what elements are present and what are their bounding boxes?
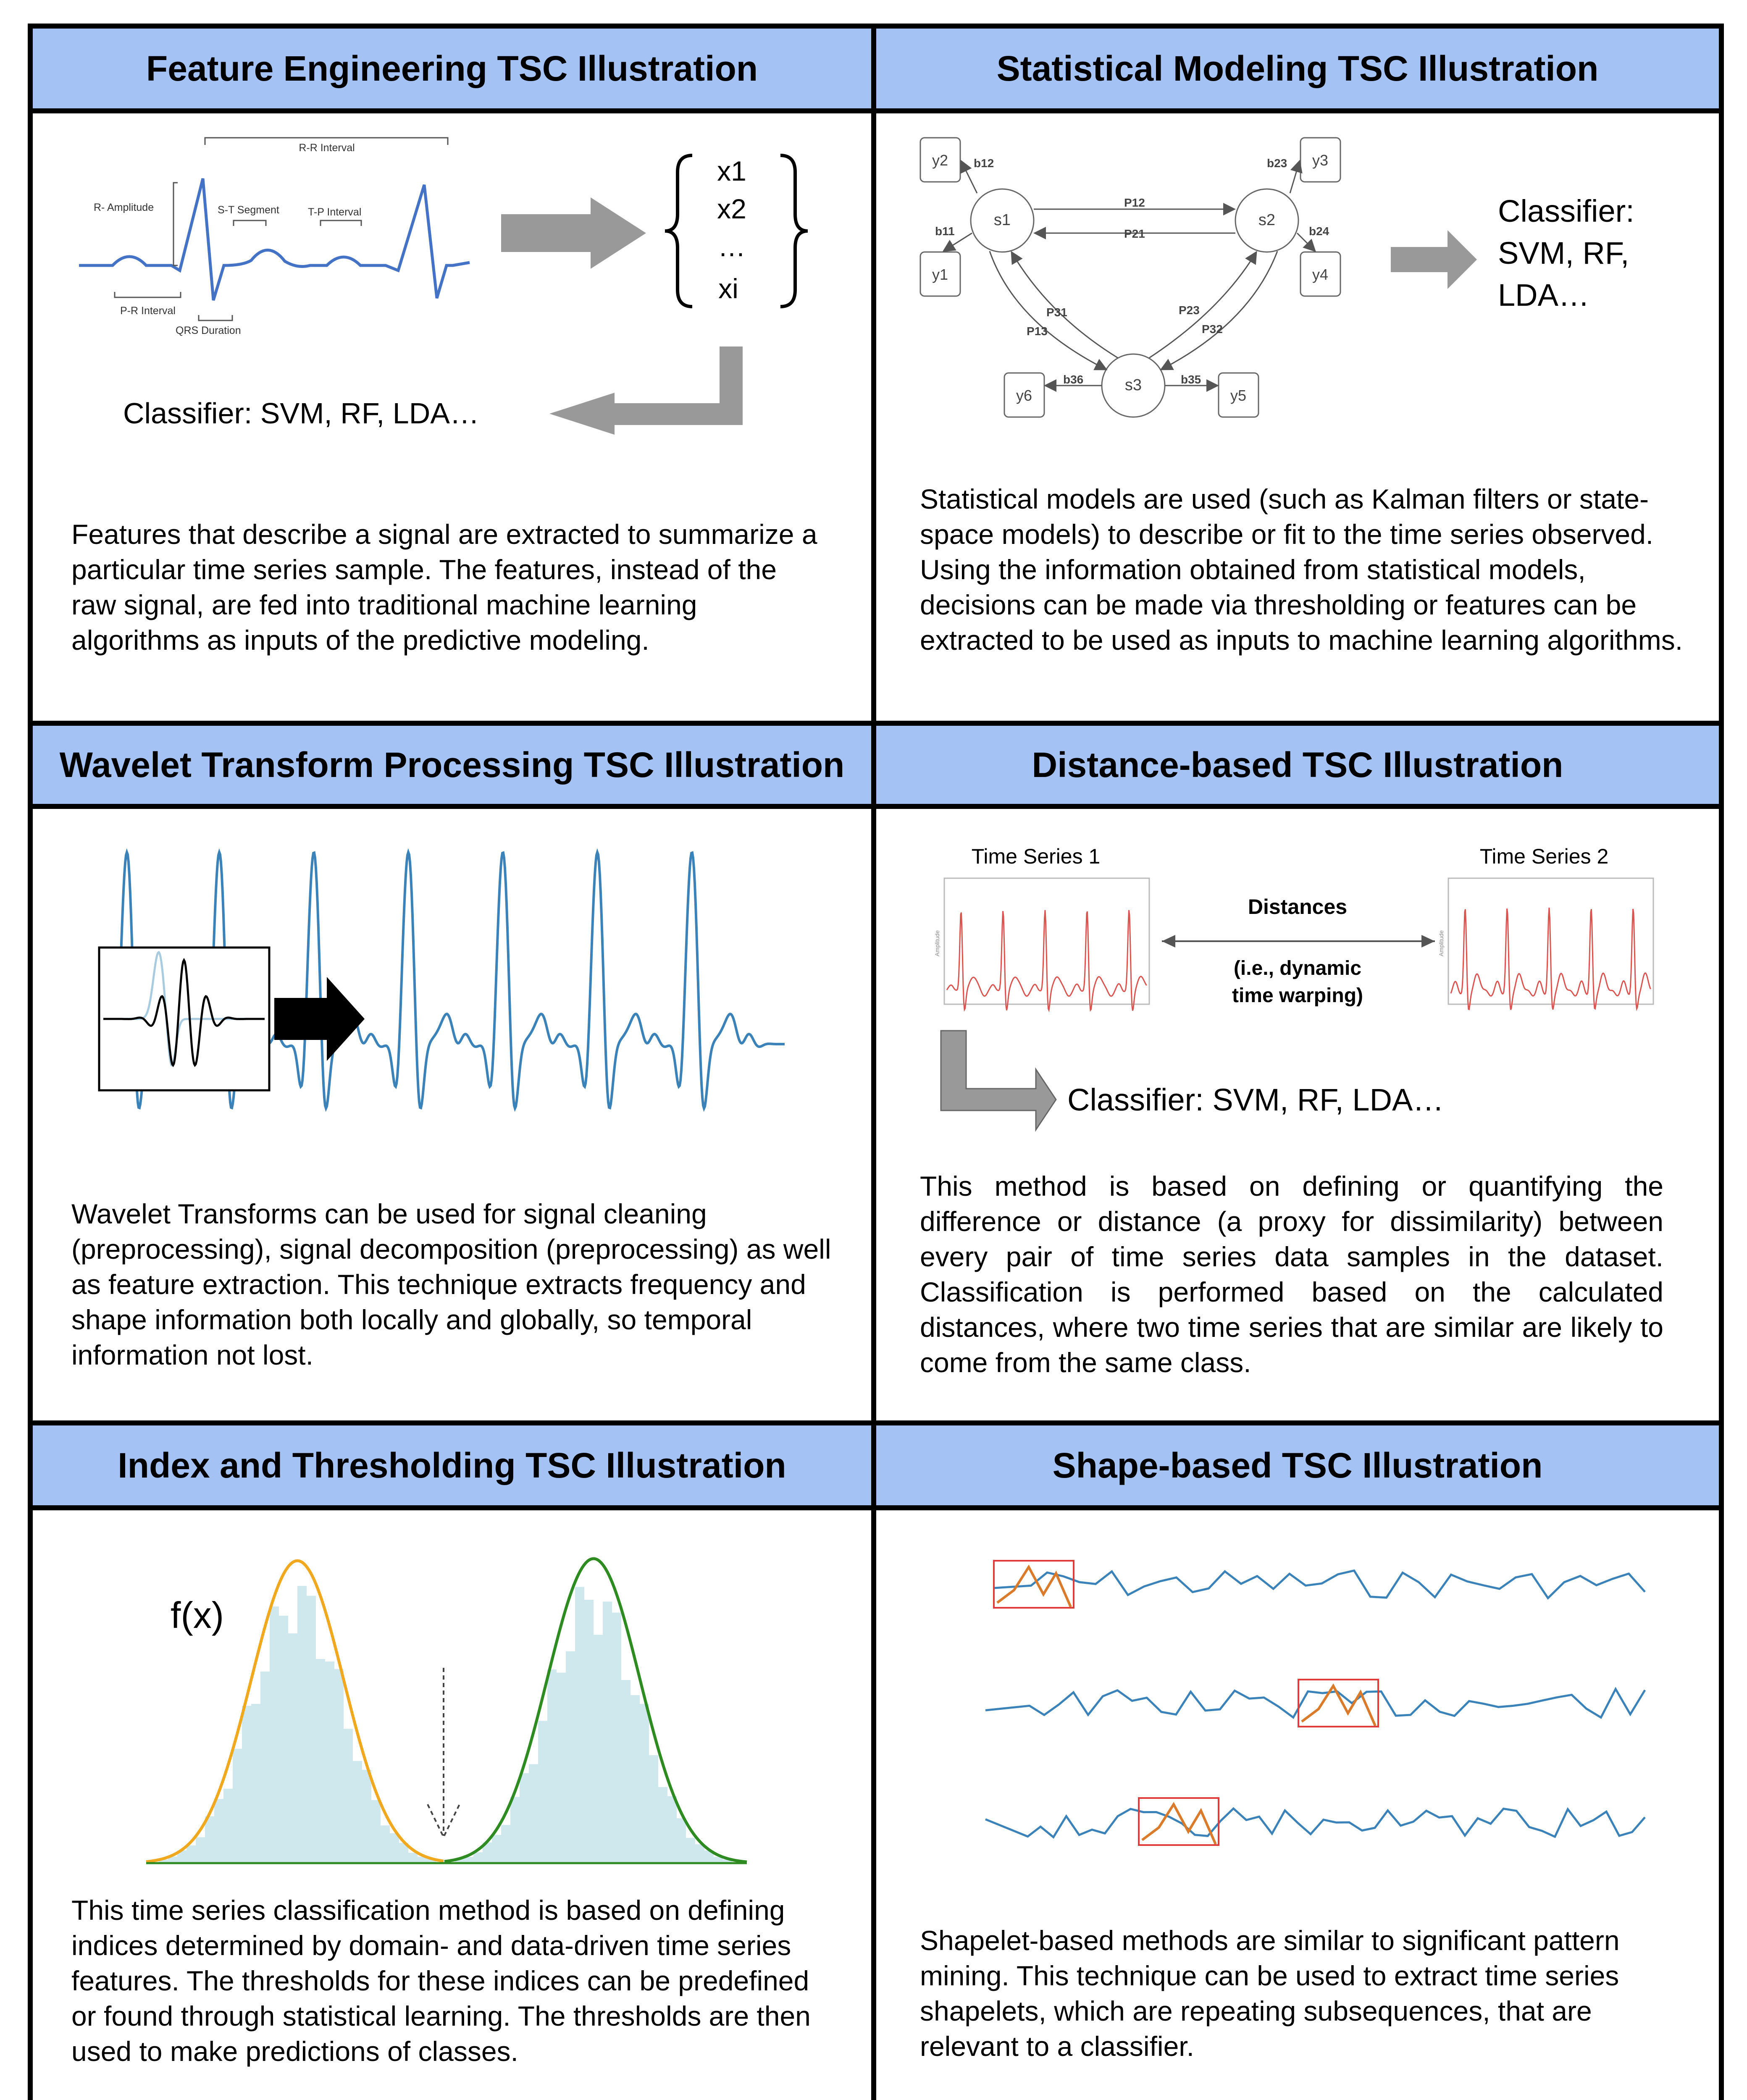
histogram-bar	[520, 1773, 529, 1863]
st-bracket	[234, 220, 266, 226]
transition-p13-label: P13	[1027, 325, 1048, 338]
histogram-bar	[205, 1816, 214, 1863]
wavelet-diagram	[33, 809, 871, 1137]
series-3-line	[985, 1809, 1645, 1837]
histogram-bar	[473, 1852, 483, 1863]
obs-y5-label: y5	[1230, 387, 1247, 404]
index-thresholding-description: This time series classification method is based on defining indices determined by domain- and data-driven time series features. The thresholds for these indices can be predefined or found through statistical learning. The thresholds are then used to make predictions of classes.	[71, 1895, 811, 2067]
wavelet-description: Wavelet Transforms can be used for signal cleaning (preprocessing), signal decomposition (preprocessing) as well as feature extraction. This technique extracts frequency and shape information both locally and globally, so temporal information not lost.	[71, 1198, 831, 1370]
emission-b24-label: b24	[1309, 225, 1329, 238]
obs-y2-label: y2	[932, 152, 948, 169]
qrs-duration-label: QRS Duration	[176, 325, 241, 336]
histogram-bar	[288, 1633, 297, 1863]
histogram-bar	[297, 1586, 307, 1863]
histogram-bar	[594, 1635, 603, 1863]
histogram-bar	[270, 1606, 279, 1863]
obs-y3-label: y3	[1312, 152, 1329, 169]
index-thresholding-title: Index and Thresholding TSC Illustration	[118, 1445, 786, 1485]
series1-label: Time Series 1	[971, 845, 1101, 868]
shape-header	[876, 1425, 1719, 1510]
dtw-line-1: (i.e., dynamic	[1233, 957, 1362, 979]
histogram-bar	[233, 1749, 242, 1863]
obs-y6-label: y6	[1016, 387, 1032, 404]
histogram-bar	[251, 1704, 260, 1863]
hmm-diagram	[876, 113, 1719, 449]
transition-p31-arrow	[1011, 252, 1118, 358]
distance-diagram	[876, 809, 1719, 1145]
histogram-bar	[649, 1755, 658, 1863]
feature-xi: xi	[718, 273, 738, 304]
histogram-bar	[214, 1799, 223, 1863]
row-divider-2	[28, 1420, 1724, 1425]
ecg-waveform	[79, 178, 470, 300]
emission-b35-label: b35	[1181, 373, 1201, 386]
column-divider	[871, 24, 876, 2100]
emission-b12-label: b12	[974, 157, 994, 170]
histogram-bar	[658, 1787, 667, 1863]
histogram-bar	[547, 1670, 557, 1863]
transition-p23-arrow	[1149, 252, 1256, 358]
row-divider-1	[28, 721, 1724, 726]
feature-engineering-description: Features that describe a signal are extracted to summarize a particular time series sample. The features, instead of the raw signal, are fed into traditional machine learning algorithms as inputs of the predictive modeling.	[71, 519, 817, 656]
dtw-line-2: time warping)	[1232, 984, 1363, 1007]
shape-description: Shapelet-based methods are similar to significant pattern mining. This technique can be used to extract time series shapelets, which are repeating subsequences, that are relevant to a classifier.	[920, 1925, 1620, 2062]
histogram-bar	[334, 1669, 344, 1863]
distance-header	[876, 726, 1719, 809]
histogram-bar	[584, 1600, 594, 1863]
left-brace	[665, 155, 692, 307]
feature-x2: x2	[717, 193, 746, 224]
obs-y4-label: y4	[1312, 266, 1329, 283]
threshold-diagram	[33, 1510, 871, 1872]
histograms	[159, 1586, 732, 1863]
series-1-line	[994, 1571, 1645, 1599]
transition-p23-label: P23	[1179, 304, 1200, 317]
distance-title: Distance-based TSC Illustration	[1032, 745, 1563, 785]
histogram-bar	[612, 1613, 621, 1863]
feature-x1: x1	[717, 155, 746, 186]
histogram-bar	[575, 1587, 584, 1863]
emission-b23-label: b23	[1267, 157, 1287, 170]
histogram-bar	[667, 1796, 677, 1863]
histogram-bar	[390, 1833, 399, 1863]
statistical-modeling-header	[876, 29, 1719, 113]
histogram-bar	[529, 1764, 538, 1863]
histogram-bar	[510, 1797, 520, 1863]
right-brace	[780, 155, 808, 307]
stat-classifier-line-2: SVM, RF,	[1498, 236, 1629, 270]
wavelet-header	[33, 726, 871, 809]
state-s1-label: s1	[993, 211, 1011, 229]
feature-engineering-title: Feature Engineering TSC Illustration	[146, 48, 758, 88]
histogram-bar	[566, 1651, 575, 1863]
histogram-bar	[408, 1853, 418, 1863]
feature-ellipsis: …	[718, 231, 746, 262]
ecg-diagram	[79, 138, 470, 336]
emission-b11-label: b11	[935, 225, 955, 238]
histogram-bar	[677, 1818, 686, 1863]
transition-p32-label: P32	[1202, 323, 1223, 336]
series1-axis-label: Amplitude	[934, 930, 940, 957]
arrow-right-head-icon	[1421, 935, 1435, 948]
pr-bracket	[115, 292, 181, 297]
shapelet-diagram	[876, 1510, 1719, 1855]
histogram-bar	[538, 1721, 547, 1863]
r-amplitude-bracket	[173, 183, 178, 265]
stat-classifier-line-1: Classifier:	[1498, 194, 1634, 228]
histogram-bar	[362, 1770, 371, 1863]
shape-title: Shape-based TSC Illustration	[1052, 1445, 1543, 1485]
wavelet-title: Wavelet Transform Processing TSC Illustration	[59, 745, 845, 785]
st-segment-label: S-T Segment	[218, 204, 279, 216]
qrs-bracket	[199, 315, 232, 320]
histogram-bar	[325, 1662, 334, 1863]
arrow-elbow-icon	[941, 1031, 1056, 1130]
histogram-bar	[630, 1695, 640, 1863]
histogram-bar	[695, 1844, 704, 1863]
histogram-bar	[371, 1800, 381, 1863]
histogram-bar	[381, 1825, 390, 1863]
transition-p12-label: P12	[1124, 196, 1145, 209]
histogram-bar	[187, 1845, 196, 1863]
histogram-bar	[344, 1729, 353, 1863]
histogram-bar	[307, 1596, 316, 1863]
histogram-bar	[492, 1835, 501, 1863]
histogram-bar	[501, 1825, 510, 1863]
emission-b23-arrow	[1290, 161, 1300, 193]
transition-p21-label: P21	[1124, 227, 1145, 240]
state-s2-label: s2	[1258, 211, 1276, 229]
histogram-bar	[621, 1680, 630, 1863]
histogram-bar	[223, 1789, 233, 1863]
histogram-bar	[316, 1659, 325, 1863]
tp-interval-label: T-P Interval	[308, 206, 362, 218]
histogram-bar	[686, 1838, 695, 1863]
feature-engineering-header	[33, 29, 871, 113]
histogram-bar	[353, 1761, 362, 1863]
histogram-bar	[640, 1704, 649, 1863]
histogram-bar	[196, 1837, 205, 1863]
distance-description: This method is based on defining or quantifying the difference or distance (a proxy for dissimilarity) between every pair of time series data samples in the dataset. Classification is performed based on the calculated distances, where two time series that are similar are likely to come from the same class.	[920, 1171, 1663, 1378]
series2-label: Time Series 2	[1479, 845, 1609, 868]
rr-interval-label: R-R Interval	[299, 142, 355, 154]
arrow-left-head-icon	[1162, 935, 1175, 948]
distances-label: Distances	[1248, 895, 1348, 919]
histogram-bar	[279, 1616, 288, 1863]
histogram-bar	[603, 1601, 612, 1863]
statistical-modeling-title: Statistical Modeling TSC Illustration	[996, 48, 1599, 88]
series2-axis-label: Amplitude	[1438, 930, 1445, 957]
histogram-bar	[557, 1672, 566, 1863]
tp-bracket	[321, 220, 361, 226]
arrow-right-icon	[501, 197, 646, 269]
statistical-modeling-description: Statistical models are used (such as Kalman filters or state-space models) to describe or fit to the time series observed. Using the information obtained from statistical models, decisions can be made via thresholding or features can be extracted to be used as inputs to machine learning algorithms.	[920, 483, 1683, 656]
index-thresholding-header	[33, 1425, 871, 1510]
emission-b36-label: b36	[1063, 373, 1084, 386]
stat-classifier-line-3: LDA…	[1498, 278, 1589, 312]
feature-classifier-label: Classifier: SVM, RF, LDA…	[123, 397, 479, 430]
shapelet-3	[1142, 1804, 1216, 1844]
histogram-bar	[242, 1706, 251, 1863]
series-2-line	[985, 1689, 1645, 1718]
state-s3-label: s3	[1124, 376, 1142, 394]
function-label: f(x)	[171, 1594, 224, 1636]
obs-y1-label: y1	[932, 266, 948, 283]
arrow-left-return-icon	[549, 346, 743, 435]
transition-p31-label: P31	[1046, 306, 1067, 319]
arrow-right-icon	[1391, 230, 1477, 289]
feature-engineering-diagram	[33, 113, 871, 449]
r-amplitude-label: R- Amplitude	[94, 202, 154, 213]
distance-classifier-label: Classifier: SVM, RF, LDA…	[1067, 1082, 1444, 1117]
pr-interval-label: P-R Interval	[120, 305, 176, 317]
histogram-bar	[260, 1672, 270, 1863]
